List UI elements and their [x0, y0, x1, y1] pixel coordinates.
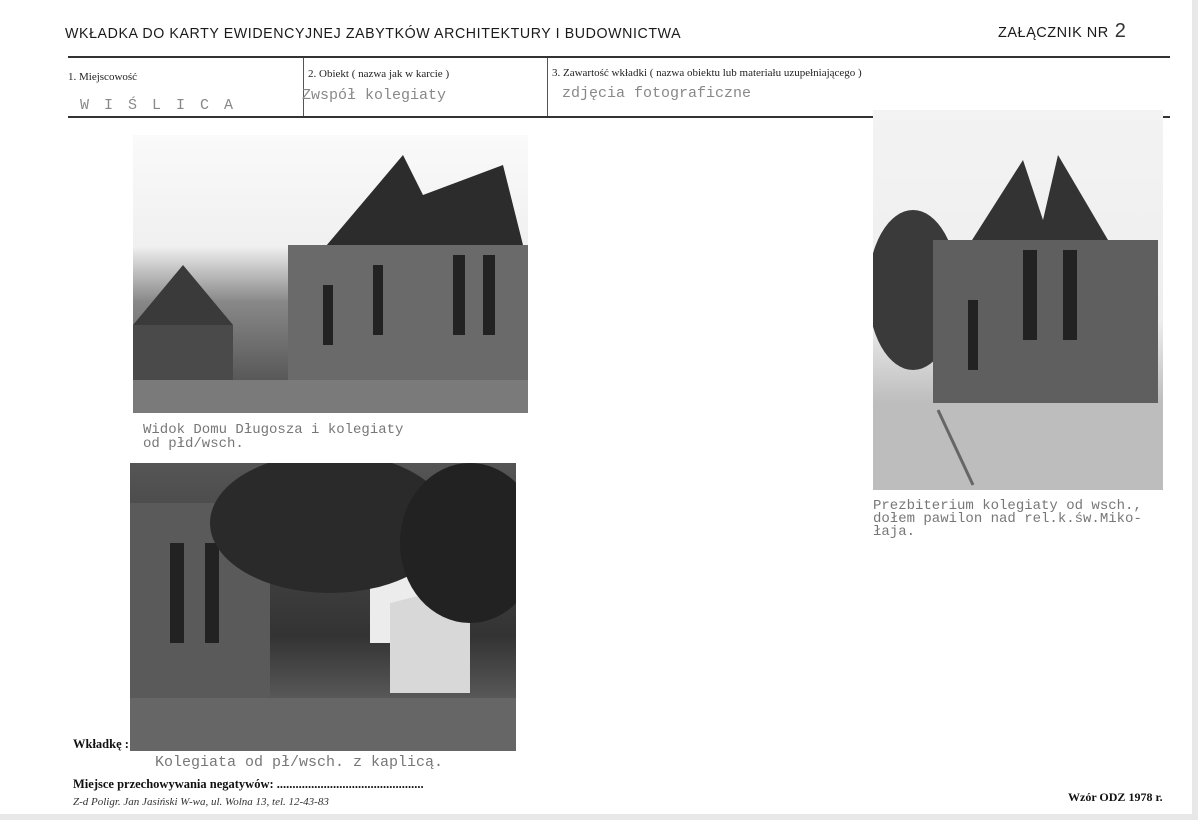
photo-caption: Kolegiata od pł/wsch. z kaplicą.	[155, 754, 444, 771]
field-value-locality: W I Ś L I C A	[80, 97, 237, 114]
negatives-location-label: Miejsce przechowywania negatywów: ...............................................	[73, 777, 424, 791]
photo-caption: Widok Domu Długosza i kolegiaty od płd/wsch.	[143, 422, 404, 452]
church-photo-illustration	[130, 463, 516, 751]
form-id: Wzór ODZ 1978 r.	[1068, 790, 1163, 804]
divider	[547, 58, 548, 116]
photo-caption: Prezbiterium kolegiaty od wsch., dołem pawilon nad rel.k.św.Miko- łaja.	[873, 498, 1142, 540]
insert-label: Wkładkę :	[73, 737, 129, 751]
field-label-locality: 1. Miejscowość	[68, 71, 138, 83]
field-value-contents: zdjęcia fotograficzne	[562, 85, 752, 102]
field-value-object: Zwspół kolegiaty	[302, 87, 447, 104]
photo-dlugosz-house-and-collegiate	[133, 135, 528, 413]
attachment-label: ZAŁĄCZNIK NR	[998, 25, 1109, 41]
photo-presbytery-east	[873, 110, 1163, 490]
scan-edge	[0, 814, 1198, 820]
field-label-object: 2. Obiekt ( nazwa jak w karcie )	[308, 68, 450, 80]
divider	[68, 56, 1170, 58]
printer-imprint: Z-d Poligr. Jan Jasiński W-wa, ul. Wolna 13, tel. 12-43-83	[73, 796, 329, 808]
church-photo-illustration	[873, 110, 1163, 490]
attachment-number	[998, 20, 1126, 43]
photo-collegiate-with-chapel	[130, 463, 516, 751]
field-label-contents: 3. Zawartość wkładki ( nazwa obiektu lub materiału uzupełniającego )	[552, 67, 862, 79]
scan-edge	[1192, 0, 1198, 820]
attachment-number-value: 2	[1114, 20, 1127, 42]
document-title: WKŁADKA DO KARTY EWIDENCYJNEJ ZABYTKÓW ARCHITEKTURY I BUDOWNICTWA	[65, 26, 682, 42]
church-photo-illustration	[133, 135, 528, 413]
